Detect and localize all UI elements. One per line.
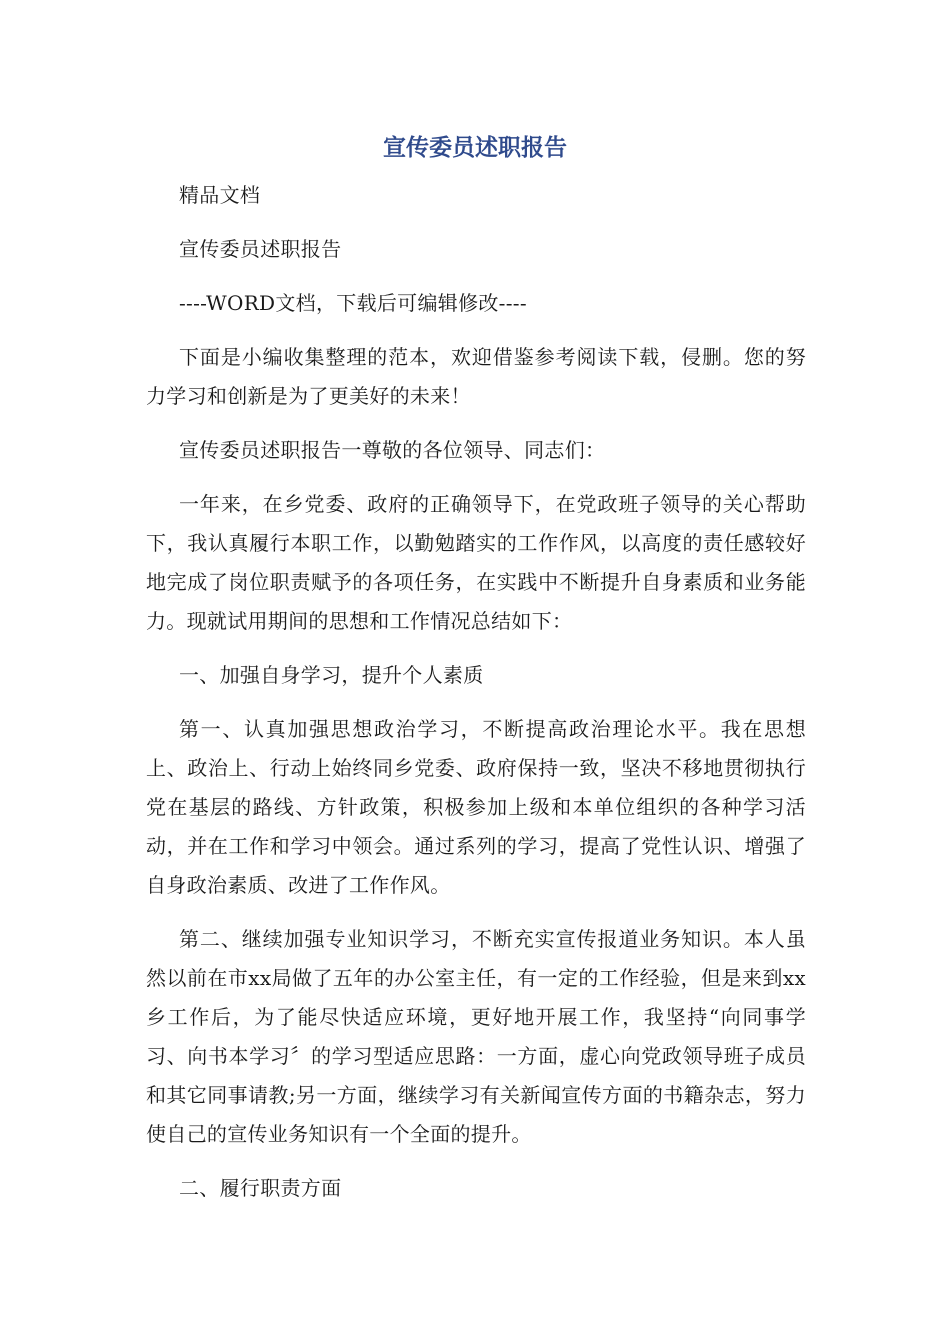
- subtitle: 宣传委员述职报告: [179, 237, 342, 261]
- section-heading-1: 一、加强自身学习，提升个人素质: [179, 663, 484, 687]
- section-heading-2: 二、履行职责方面: [179, 1176, 342, 1200]
- document-body: [146, 176, 806, 1223]
- point-one-paragraph: 第一、认真加强思想政治学习，不断提高政治理论水平。我在思想上、政治上、行动上始终同乡党委、政府保持一致，坚决不移地贯彻执行党在基层的路线、方针政策，积极参加上级和本单位组织的各种学习活动，并在工作和学习中领会。通过系列的学习，提高了党性认识、增强了自身政治素质、改进了工作作风。: [146, 717, 806, 897]
- salutation: 宣传委员述职报告一尊敬的各位领导、同志们：: [179, 438, 606, 462]
- point-two-paragraph: 第二、继续加强专业知识学习，不断充实宣传报道业务知识。本人虽然以前在市xx局做了五年的办公室主任，有一定的工作经验，但是来到xx乡工作后，为了能尽快适应环境，更好地开展工作，我坚持“向同事学习、向书本学习〞的学习型适应思路：一方面，虚心向党政领导班子成员和其它同事请教;另一方面，继续学习有关新闻宣传方面的书籍杂志，努力使自己的宣传业务知识有一个全面的提升。: [146, 927, 806, 1146]
- document-title: 宣传委员述职报告: [383, 135, 567, 161]
- intro-paragraph: 下面是小编收集整理的范本，欢迎借鉴参考阅读下载，侵删。您的努力学习和创新是为了更美好的未来！: [146, 345, 806, 408]
- word-notice: ----WORD文档，下载后可编辑修改----: [179, 291, 527, 315]
- overview-paragraph: 一年来，在乡党委、政府的正确领导下，在党政班子领导的关心帮助下，我认真履行本职工作，以勤勉踏实的工作作风，以高度的责任感较好地完成了岗位职责赋予的各项任务，在实践中不断提升自身素质和业务能力。现就试用期间的思想和工作情况总结如下：: [146, 492, 806, 633]
- watermark-label: 精品文档: [179, 183, 261, 207]
